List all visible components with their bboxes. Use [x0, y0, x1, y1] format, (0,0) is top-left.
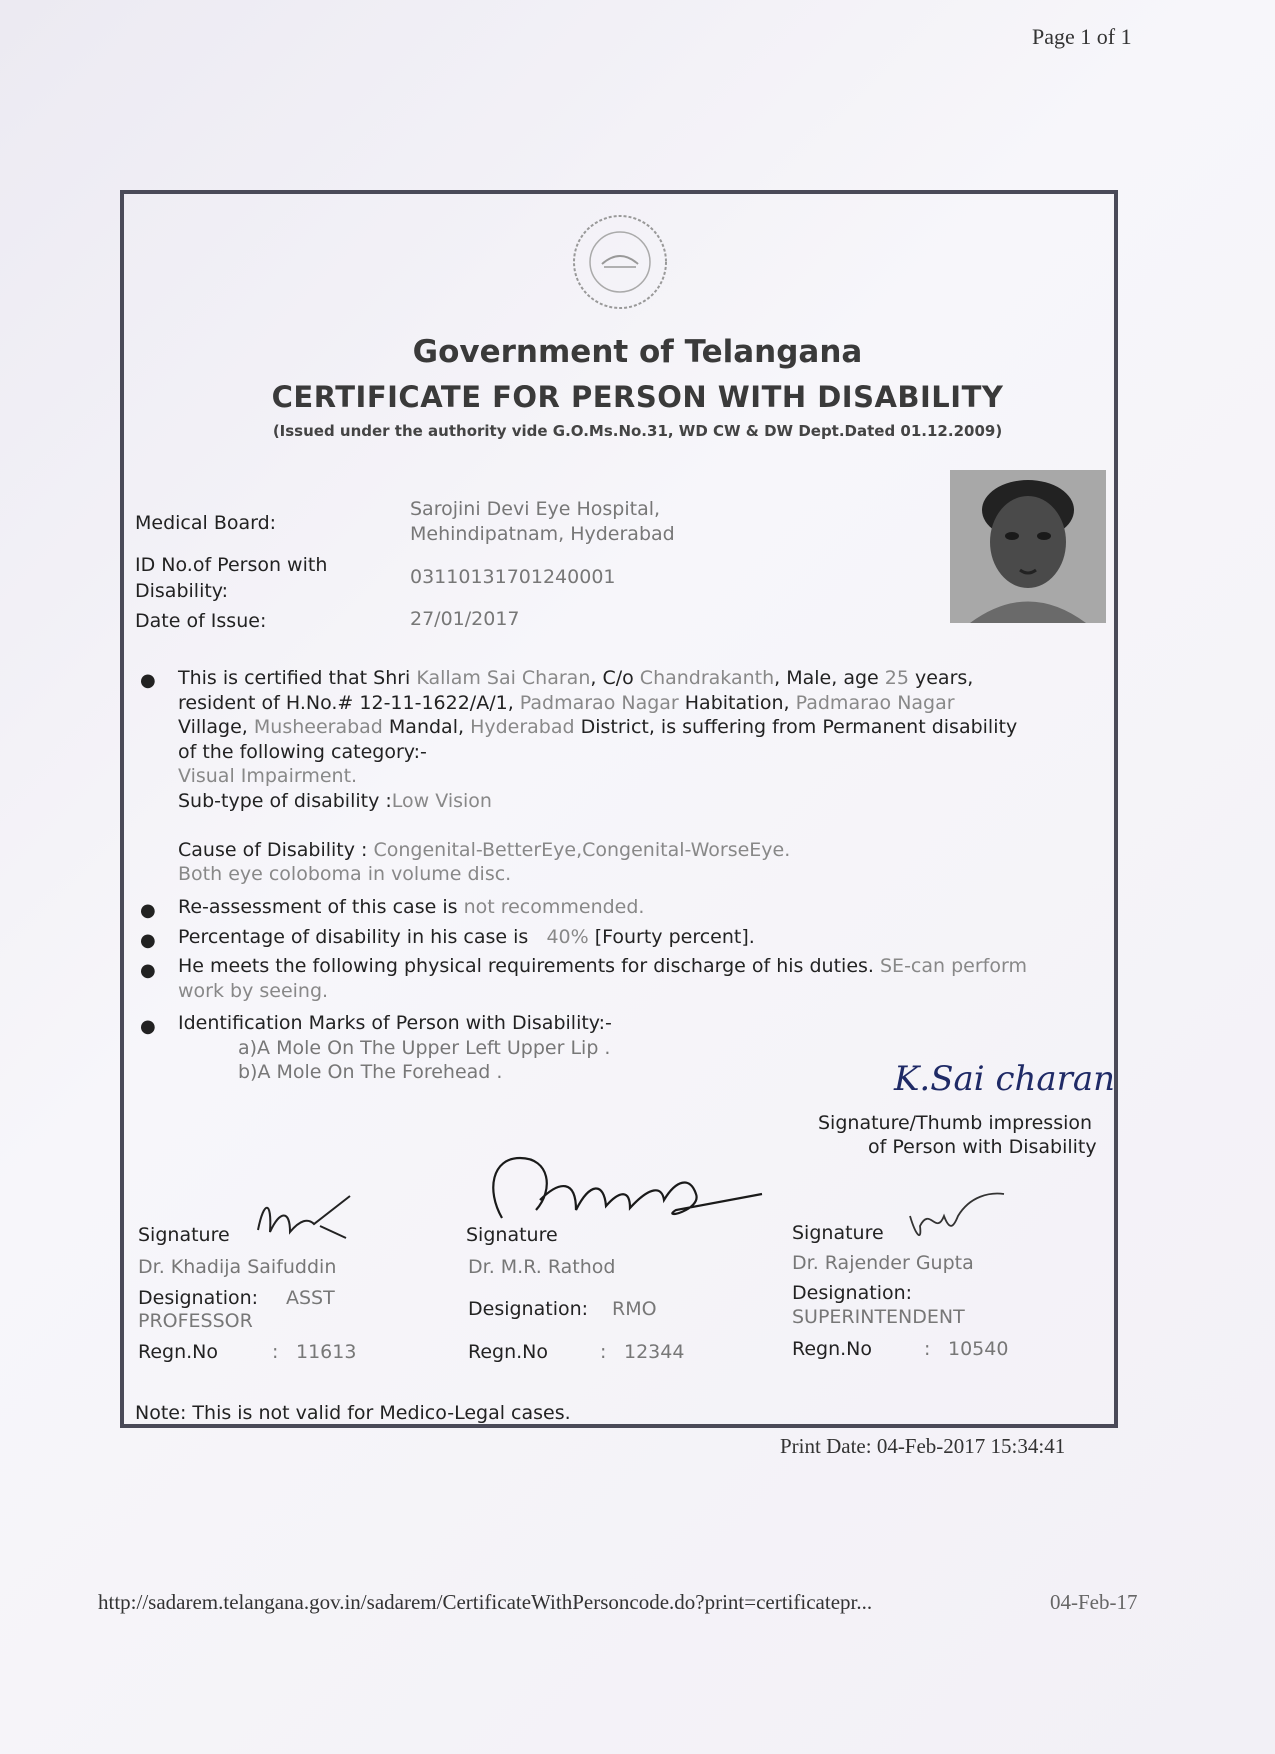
doctor3-designation-label: Designation:	[792, 1282, 913, 1304]
doctor3-regn-sep: :	[924, 1338, 931, 1360]
certification-paragraph: This is certified that Shri Kallam Sai Charan, C/o Chandrakanth, Male, age 25 years, resident of H.No.# 12-11-1622/A/1, Padmarao Nagar Habitation, Padmarao Nagar Village, Musheerabad Mandal, Hyderabad District, is suffering from Permanent disability of the following category:- Visual Impairment. Sub-type of disability :Low Vision Cause of Disability : Congenital-BetterEye,Congenital-WorseEye. Both eye coloboma in volume disc.	[178, 667, 1018, 885]
authority-line: (Issued under the authority vide G.O.Ms.No.31, WD CW & DW Dept.Dated 01.12.2009)	[272, 422, 1003, 440]
percentage-line: Percentage of disability in his case is 40% [Fourty percent].	[178, 926, 755, 948]
doctor1-regn: 11613	[296, 1341, 357, 1363]
doctor3-regn: 10540	[948, 1338, 1009, 1360]
doctor2-signature-mark	[480, 1150, 770, 1230]
bullet-reassessment: ●	[140, 900, 156, 921]
doctor1-regn-label: Regn.No	[138, 1341, 219, 1363]
page-number: Page 1 of 1	[1032, 24, 1132, 49]
print-date: Print Date: 04-Feb-2017 15:34:41	[780, 1434, 1066, 1458]
person-age: 25	[884, 667, 909, 689]
doctor1-designation-label: Designation:	[138, 1287, 259, 1309]
disability-category: Visual Impairment.	[178, 765, 358, 787]
medical-board-line2: Mehindipatnam, Hyderabad	[410, 523, 675, 545]
doctor3-name: Dr. Rajender Gupta	[792, 1252, 974, 1274]
person-signature	[890, 1046, 1116, 1106]
doctor2-regn-label: Regn.No	[468, 1341, 549, 1363]
doctor2-designation: RMO	[612, 1298, 657, 1320]
district: Hyderabad	[470, 716, 575, 738]
svg-text:K.Sai charan: K.Sai charan	[894, 1059, 1116, 1099]
doctor1-designation: ASST	[286, 1287, 335, 1309]
bullet-requirements: ●	[140, 960, 156, 981]
doctor2-designation-label: Designation:	[468, 1298, 589, 1320]
bullet-certification: ●	[140, 670, 156, 691]
identification-label: Identification Marks of Person with Disability:-	[178, 1012, 612, 1034]
reassessment-line: Re-assessment of this case is not recommended.	[178, 896, 645, 918]
footer-url: http://sadarem.telangana.gov.in/sadarem/CertificateWithPersoncode.do?print=certificatepr...	[98, 1590, 873, 1614]
doctor2-regn-sep: :	[600, 1341, 607, 1363]
habitation: Padmarao Nagar	[519, 691, 679, 714]
person-name: Kallam Sai Charan	[416, 667, 591, 689]
date-of-issue-value: 27/01/2017	[410, 608, 520, 630]
identification-mark-b: b)A Mole On The Forehead .	[238, 1061, 503, 1083]
doctor3-regn-label: Regn.No	[792, 1338, 873, 1360]
id-label-line2: Disability:	[135, 580, 229, 602]
validity-note: Note: This is not valid for Medico-Legal cases.	[135, 1402, 571, 1424]
doctor1-signature-label: Signature	[138, 1224, 230, 1246]
bullet-identification: ●	[140, 1016, 156, 1037]
doctor3-signature-label: Signature	[792, 1222, 884, 1244]
doctor1-signature-mark	[250, 1190, 360, 1250]
government-seal-icon	[570, 212, 670, 312]
medical-board-line1: Sarojini Devi Eye Hospital,	[410, 498, 661, 520]
id-value: 03110131701240001	[410, 566, 616, 588]
doctor1-name: Dr. Khadija Saifuddin	[138, 1256, 337, 1278]
village: Padmarao Nagar	[795, 691, 955, 714]
government-heading: Government of Telangana	[412, 334, 863, 370]
date-of-issue-label: Date of Issue:	[135, 610, 267, 632]
disability-cause: Congenital-BetterEye,Congenital-WorseEye.	[373, 838, 791, 861]
doctor2-name: Dr. M.R. Rathod	[468, 1256, 616, 1278]
doctor3-designation: SUPERINTENDENT	[792, 1306, 965, 1328]
certificate-title: CERTIFICATE FOR PERSON WITH DISABILITY	[271, 380, 1004, 414]
care-of-name: Chandrakanth	[639, 667, 775, 689]
person-photo	[950, 470, 1106, 623]
footer-date: 04-Feb-17	[1050, 1590, 1138, 1614]
disability-cause-detail: Both eye coloboma in volume disc.	[178, 863, 512, 885]
person-signature-caption2: of Person with Disability	[868, 1136, 1097, 1158]
id-label-line1: ID No.of Person with	[135, 554, 328, 576]
bullet-percentage: ●	[140, 930, 156, 951]
disability-percentage: 40%	[546, 926, 589, 948]
doctor1-regn-sep: :	[272, 1341, 279, 1363]
doctor2-signature-label: Signature	[466, 1224, 558, 1246]
doctor1-designation2: PROFESSOR	[138, 1310, 253, 1332]
person-signature-caption1: Signature/Thumb impression	[818, 1112, 1093, 1134]
disability-subtype: Low Vision	[391, 789, 492, 812]
doctor3-signature-mark	[900, 1186, 1010, 1256]
mandal: Musheerabad	[253, 716, 383, 738]
requirements-line: He meets the following physical requirements for discharge of his duties. SE-can perform work by seeing.	[178, 955, 1027, 1002]
identification-mark-a: a)A Mole On The Upper Left Upper Lip .	[238, 1037, 611, 1059]
doctor2-regn: 12344	[624, 1341, 685, 1363]
medical-board-label: Medical Board:	[135, 512, 277, 534]
